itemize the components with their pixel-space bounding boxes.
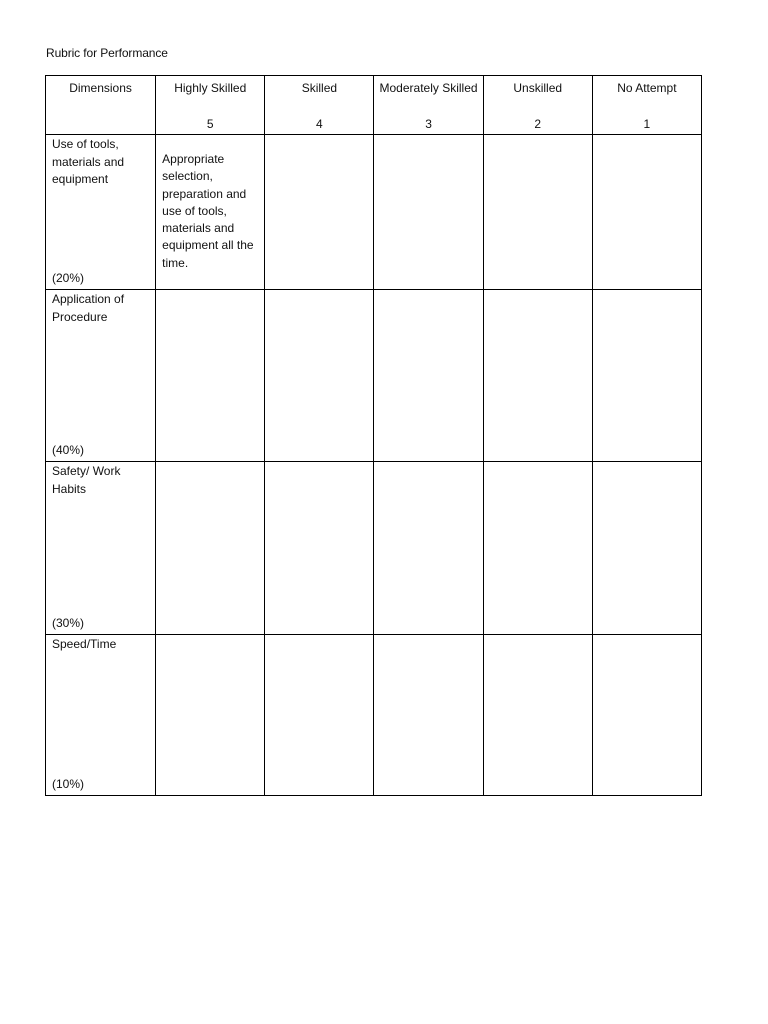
criteria-cell — [265, 462, 374, 635]
criteria-cell — [156, 135, 265, 290]
header-cell-no-attempt — [592, 76, 701, 135]
header-cell-highly-skilled — [156, 76, 265, 135]
criteria-text — [374, 635, 482, 651]
criteria-cell — [156, 635, 265, 796]
dimension-weight: (40%) — [52, 443, 85, 457]
criteria-text — [593, 635, 701, 651]
criteria-text — [156, 290, 264, 306]
document-title: Rubric for Performance — [46, 46, 168, 60]
level-score: 2 — [534, 117, 542, 131]
dimension-cell — [46, 462, 156, 635]
criteria-text — [265, 462, 373, 478]
criteria-cell — [265, 635, 374, 796]
criteria-cell — [374, 135, 483, 290]
table-row-speed-time — [46, 635, 702, 796]
level-label: Unskilled — [513, 81, 563, 95]
dimension-label: Application of Procedure — [52, 292, 125, 324]
criteria-cell — [592, 635, 701, 796]
criteria-text — [156, 635, 264, 651]
criteria-cell — [483, 135, 592, 290]
criteria-cell — [592, 135, 701, 290]
dimension-label: Safety/ Work Habits — [52, 464, 121, 496]
dimension-cell — [46, 635, 156, 796]
level-score: 1 — [643, 117, 651, 131]
table-row-use-of-tools — [46, 135, 702, 290]
header-dimensions-label: Dimensions — [69, 81, 132, 95]
criteria-text — [484, 135, 592, 151]
criteria-cell — [374, 635, 483, 796]
header-cell-skilled — [265, 76, 374, 135]
level-label: Highly Skilled — [174, 81, 247, 95]
criteria-text — [484, 462, 592, 478]
criteria-text — [593, 290, 701, 306]
criteria-cell — [483, 635, 592, 796]
criteria-text — [484, 290, 592, 306]
dimension-weight: (30%) — [52, 616, 85, 630]
criteria-text — [593, 135, 701, 151]
criteria-text — [593, 462, 701, 478]
criteria-cell — [592, 290, 701, 462]
criteria-text — [265, 290, 373, 306]
criteria-cell — [374, 462, 483, 635]
criteria-cell — [592, 462, 701, 635]
criteria-text — [374, 135, 482, 151]
criteria-text — [484, 635, 592, 651]
criteria-cell — [483, 290, 592, 462]
criteria-cell — [483, 462, 592, 635]
criteria-cell — [265, 290, 374, 462]
level-score: 3 — [425, 117, 432, 131]
level-score: 5 — [206, 117, 214, 131]
criteria-cell — [374, 290, 483, 462]
criteria-text — [265, 635, 373, 651]
dimension-label: Speed/Time — [52, 637, 117, 651]
criteria-text — [156, 462, 264, 478]
header-cell-moderately-skilled — [374, 76, 483, 135]
dimension-cell — [46, 290, 156, 462]
criteria-cell — [156, 462, 265, 635]
header-row — [46, 76, 702, 135]
criteria-cell — [156, 290, 265, 462]
table-row-safety-work-habits — [46, 462, 702, 635]
criteria-text — [374, 290, 482, 306]
rubric-table — [45, 75, 702, 796]
header-cell-dimensions — [46, 76, 156, 135]
criteria-text — [374, 462, 482, 478]
criteria-text: Appropriate selection, preparation and use of tools, materials and equipment all the time. — [162, 152, 254, 270]
criteria-cell — [265, 135, 374, 290]
table-row-application-of-procedure — [46, 290, 702, 462]
level-label: Skilled — [301, 81, 338, 95]
dimension-weight: (10%) — [52, 777, 85, 791]
level-label: Moderately Skilled — [379, 81, 478, 95]
dimension-weight: (20%) — [52, 271, 85, 285]
level-label: No Attempt — [617, 81, 677, 95]
dimension-label: Use of tools, materials and equipment — [52, 137, 125, 186]
dimension-cell — [46, 135, 156, 290]
level-score: 4 — [316, 117, 323, 131]
header-cell-unskilled — [483, 76, 592, 135]
criteria-text — [265, 135, 373, 151]
